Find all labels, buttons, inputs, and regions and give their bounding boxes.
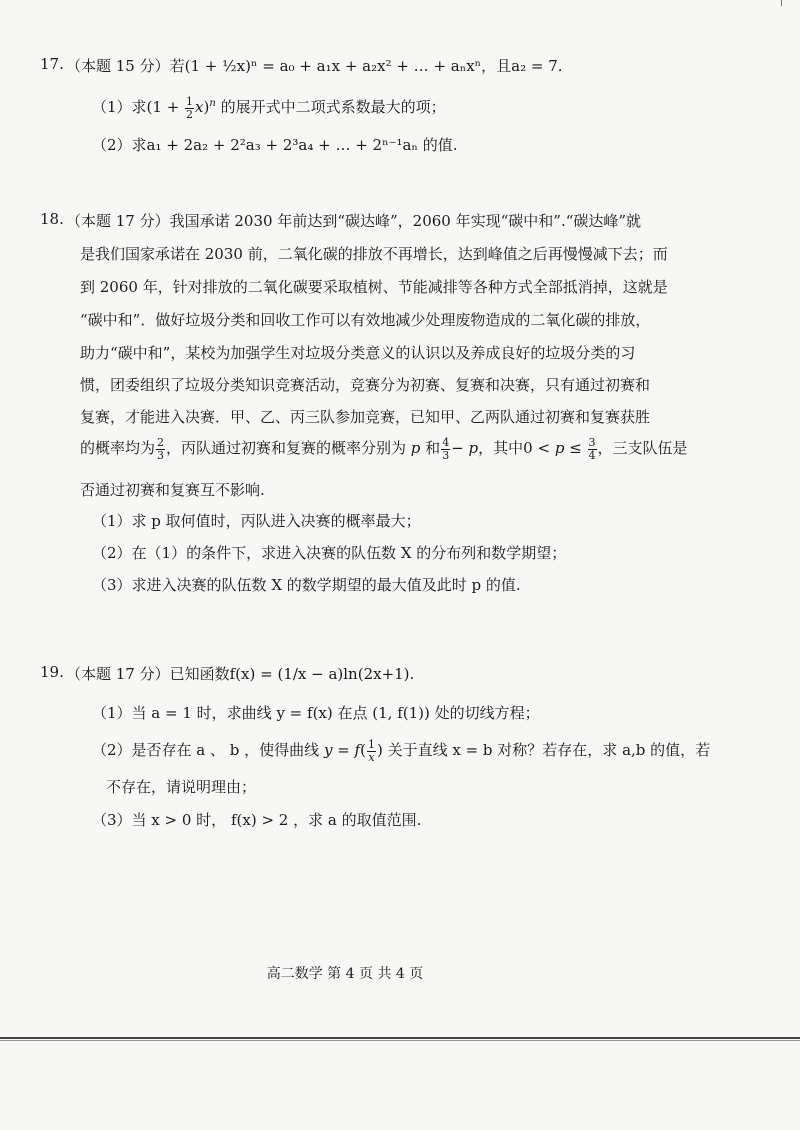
scan-edge-line-thin bbox=[0, 1040, 800, 1041]
q18-number: 18. bbox=[40, 210, 64, 228]
fraction-two-thirds: $\frac{2}{3}$ bbox=[157, 436, 165, 462]
q18-line-4: “碳中和”．做好垃圾分类和回收工作可以有效地减少处理废物造成的二氧化碳的排放， bbox=[80, 311, 651, 329]
q18-part3: （3）求进入决赛的队伍数 X 的数学期望的最大值及此时 p 的值. bbox=[92, 576, 521, 594]
q18-line-8-e: ，三支队伍是 bbox=[597, 439, 688, 458]
q18-line-8-b: ，丙队通过初赛和复赛的概率分别为 bbox=[166, 439, 407, 458]
corner-mark bbox=[781, 0, 782, 6]
q17-part2: （2）求a₁ + 2a₂ + 2²a₃ + 2³a₄ + … + 2ⁿ⁻¹aₙ 的值. bbox=[92, 136, 458, 154]
q18-line-8-c: 和 bbox=[425, 439, 441, 458]
q19-head: （本题 17 分）已知函数 bbox=[66, 665, 230, 683]
q17-head: （本题 15 分）若 bbox=[66, 57, 185, 75]
q17-part1-b: 的展开式中二项式系数最大的项； bbox=[220, 98, 446, 117]
q19-part2-b: 关于直线 x = b 对称？若存在，求 a,b 的值，若 bbox=[387, 741, 711, 760]
fraction-three-quarters: $\frac{3}{4}$ bbox=[588, 436, 596, 462]
q18-line-7: 复赛，才能进入决赛．甲、乙、丙三队参加竞赛，已知甲、乙两队通过初赛和复赛获胜 bbox=[80, 408, 651, 426]
q17-part1: （1）求(1 + $\frac{1}{2}$ x)$^n$ 的展开式中二项式系数最大的项； bbox=[92, 95, 446, 121]
page-footer: 高二数学 第 4 页 共 4 页 bbox=[266, 966, 424, 982]
q18-line-9: 否通过初赛和复赛互不影响. bbox=[80, 481, 265, 499]
q18-line-6: 惯，团委组织了垃圾分类知识竞赛活动，竞赛分为初赛、复赛和决赛，只有通过初赛和 bbox=[80, 376, 651, 394]
q18-line-1: （本题 17 分）我国承诺 2030 年前达到“碳达峰”，2060 年实现“碳中和”.“碳达峰”就 bbox=[66, 212, 642, 230]
q19-part1: （1）当 a = 1 时，求曲线 y = f(x) 在点 (1, f(1)) 处的切线方程； bbox=[92, 704, 540, 722]
q19-part2-cont: 不存在，请说明理由； bbox=[106, 778, 257, 796]
q18-line-5: 助力“碳中和”，某校为加强学生对垃圾分类意义的认识以及养成良好的垃圾分类的习 bbox=[80, 344, 636, 362]
q17-part1-a: （1）求 bbox=[92, 98, 147, 117]
q19-function: f(x) = (1/x − a)ln(2x+1). bbox=[229, 665, 415, 683]
q18-part2: （2）在（1）的条件下，求进入决赛的队伍数 X 的分布列和数学期望； bbox=[92, 544, 567, 562]
q17-number: 17. bbox=[40, 55, 64, 73]
q19-part2-a: （2）是否存在 a 、 b ，使得曲线 bbox=[92, 741, 320, 760]
q18-line-8-a: 的概率均为 bbox=[80, 439, 156, 458]
q18-line-8-d: ，其中 bbox=[478, 439, 524, 458]
fraction-half: $\frac{1}{2}$ bbox=[186, 95, 194, 121]
q19-stem bbox=[66, 663, 414, 684]
q17-stem bbox=[66, 55, 563, 76]
q17-stem-eq: (1 + ½x)ⁿ = a₀ + a₁x + a₂x² + … + aₙxⁿ，且a₂ = 7. bbox=[184, 57, 563, 75]
fraction-four-thirds: $\frac{4}{3}$ bbox=[442, 436, 450, 462]
fraction-one-over-x: $\frac{1}{x}$ bbox=[367, 738, 375, 764]
q18-part1: （1）求 p 取何值时，丙队进入决赛的概率最大； bbox=[92, 512, 421, 530]
q18-line-2: 是我们国家承诺在 2030 前，二氧化碳的排放不再增长，达到峰值之后再慢慢减下去；而 bbox=[80, 245, 668, 263]
q18-line-8: 的概率均为 $\frac{2}{3}$ ，丙队通过初赛和复赛的概率分别为 p 和 $\frac{4}{3}$ − p，其中0 < p ≤ $\frac{3}{4}$ ，三支队伍是 bbox=[80, 436, 688, 462]
q19-part3: （3）当 x > 0 时， f(x) > 2 ，求 a 的取值范围. bbox=[92, 811, 422, 829]
q19-number: 19. bbox=[40, 663, 64, 681]
q18-line-3: 到 2060 年，针对排放的二氧化碳要采取植树、节能减排等各种方式全部抵消掉，这就是 bbox=[80, 278, 668, 296]
q19-part2: （2）是否存在 a 、 b ，使得曲线 y = f( $\frac{1}{x}$ ) 关于直线 x = b 对称？若存在，求 a,b 的值，若 bbox=[92, 738, 711, 764]
scan-edge-line bbox=[0, 1037, 800, 1039]
